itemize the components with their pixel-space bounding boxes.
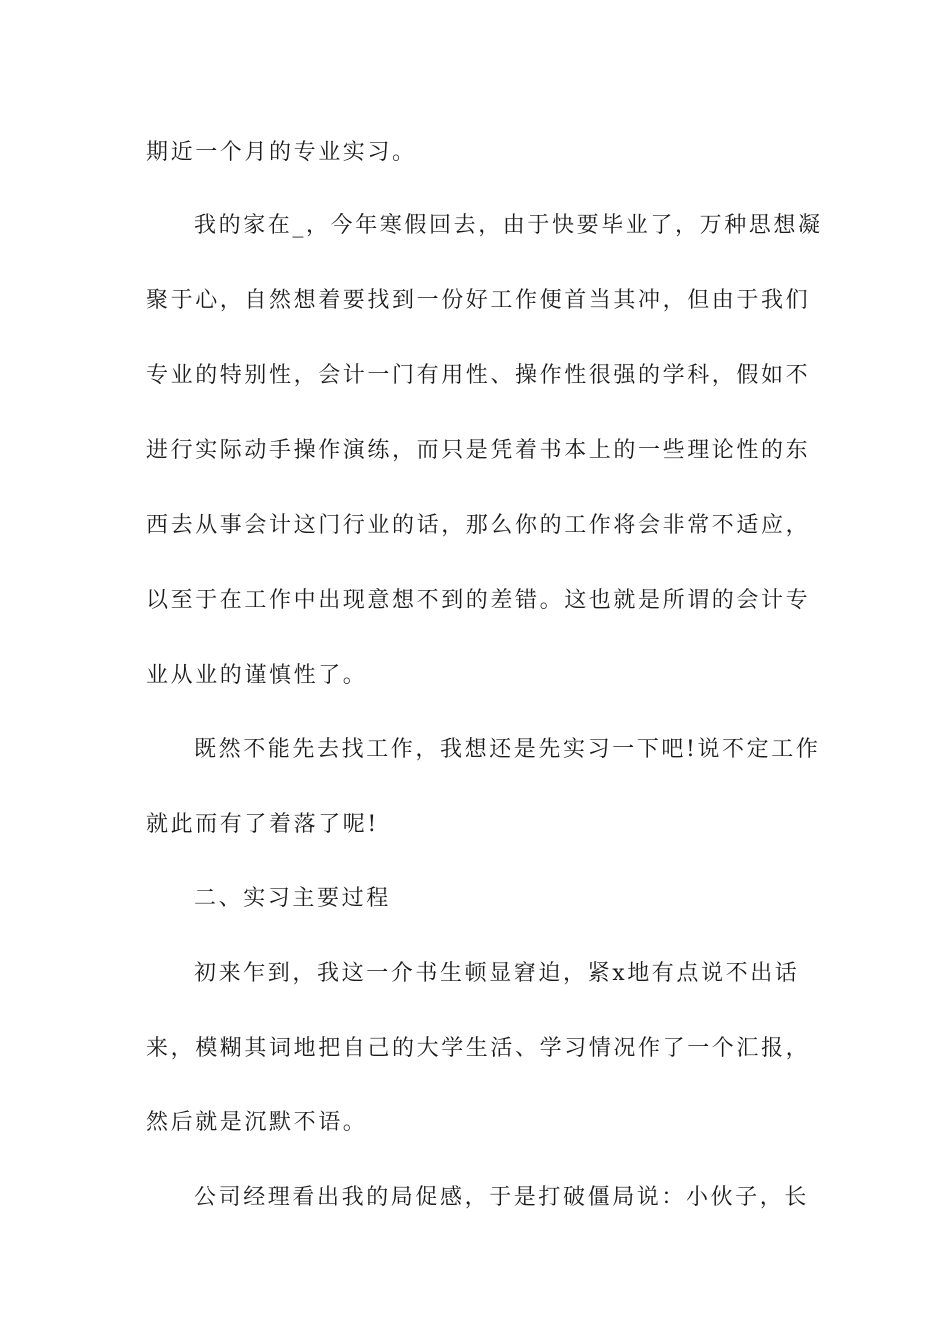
paragraph-start-line: 公司经理看出我的局促感，于是打破僵局说：小伙子，长: [194, 1185, 810, 1210]
section-heading: 二、实习主要过程: [194, 886, 391, 911]
text-line: 然后就是沉默不语。: [146, 1110, 368, 1135]
text-line: 期近一个月的专业实习。: [146, 140, 417, 165]
text-line: 进行实际动手操作演练，而只是凭着书本上的一些理论性的东: [146, 438, 811, 463]
text-line: 来，模糊其词地把自己的大学生活、学习情况作了一个汇报，: [146, 1036, 811, 1061]
text-line: 以至于在工作中出现意想不到的差错。这也就是所谓的会计专: [146, 588, 811, 613]
text-line: 聚于心，自然想着要找到一份好工作便首当其冲，但由于我们: [146, 288, 811, 313]
text-line: 专业的特别性，会计一门有用性、操作性很强的学科，假如不: [146, 363, 811, 388]
paragraph-start-line: 我的家在_，今年寒假回去，由于快要毕业了，万种思想凝: [194, 213, 823, 238]
paragraph-start-line: 既然不能先去找工作，我想还是先实习一下吧!说不定工作: [194, 737, 821, 762]
paragraph-start-line: 初来乍到，我这一介书生顿显窘迫，紧x地有点说不出话: [194, 961, 800, 986]
text-line: 西去从事会计这门行业的话，那么你的工作将会非常不适应，: [146, 513, 811, 538]
text-line: 业从业的谨慎性了。: [146, 663, 368, 688]
text-line: 就此而有了着落了呢!: [146, 812, 379, 837]
